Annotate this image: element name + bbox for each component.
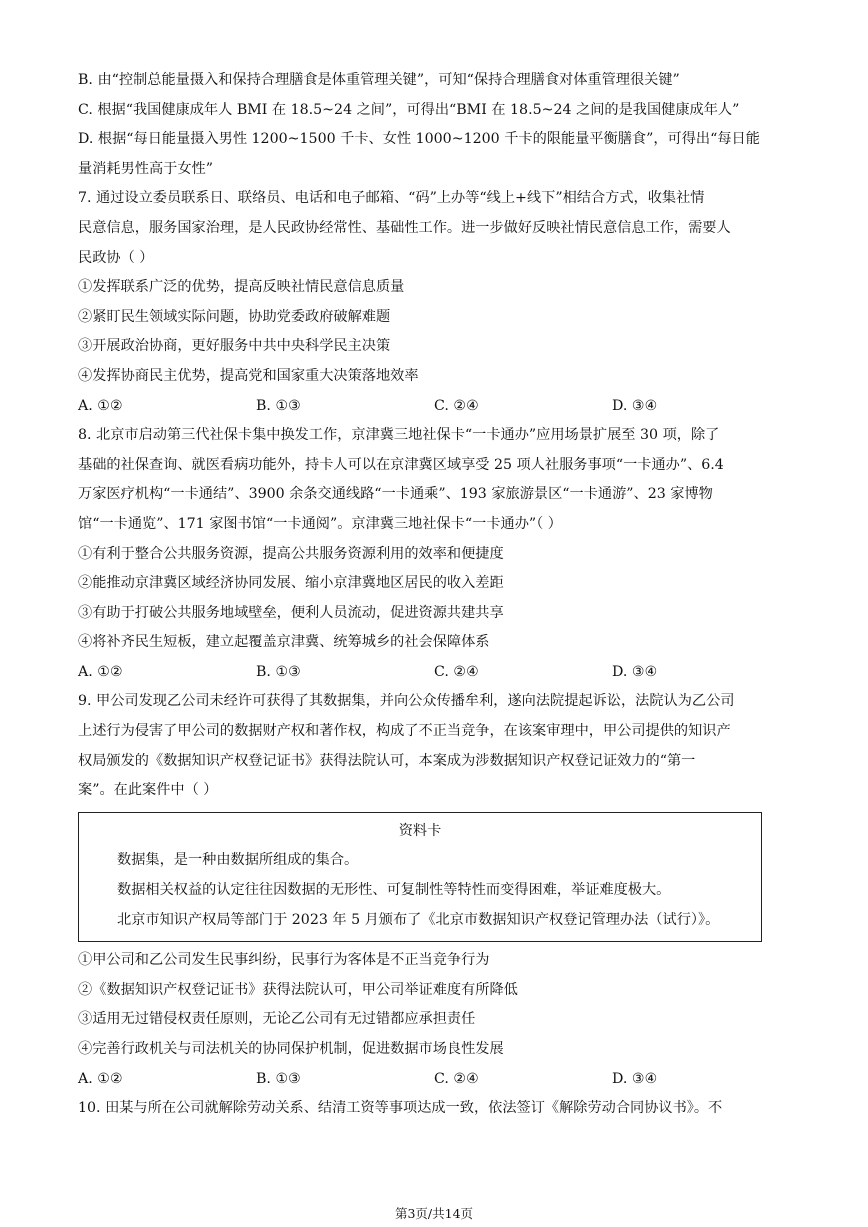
q7-stem-line: 7. 通过设立委员联系日、联络员、电话和电子邮箱、“码”上办等“线上+线下”相结合方式，收集社情 — [78, 190, 705, 207]
q7-options — [78, 392, 790, 422]
q7-item-2: ②紧盯民生领域实际问题，协助党委政府破解难题 — [78, 308, 391, 325]
q8-item-1: ①有利于整合公共服务资源，提高公共服务资源利用的效率和便捷度 — [78, 545, 504, 562]
q7-option-c[interactable]: C. ②④ — [434, 397, 479, 414]
q9-stem-line: 案”。在此案件中（ ） — [78, 782, 218, 799]
q9-stem-line: 9. 甲公司发现乙公司未经许可获得了其数据集，并向公众传播牟利，遂向法院提起诉讼，法院认为乙公司 — [78, 693, 735, 710]
question-7 — [78, 184, 790, 421]
q7-item-3: ③开展政治协商，更好服务中共中央科学民主决策 — [78, 338, 391, 355]
q8-option-d[interactable]: D. ③④ — [612, 663, 658, 680]
q8-item-2: ②能推动京津冀区域经济协同发展、缩小京津冀地区居民的收入差距 — [78, 575, 504, 592]
q6-option-c: C. 根据“我国健康成年人 BMI 在 18.5~24 之间”，可得出“BMI 在 18.5~24 之间的是我国健康成年人” — [78, 101, 740, 118]
page-number: 第3页/共14页 — [394, 1206, 474, 1221]
q8-option-b[interactable]: B. ①③ — [256, 663, 301, 680]
q9-options — [78, 1065, 790, 1095]
question-8 — [78, 421, 790, 687]
info-card-title: 资料卡 — [398, 822, 442, 839]
q8-options — [78, 658, 790, 688]
info-card-line: 数据相关权益的认定往往因数据的无形性、可复制性等特性而变得困难，举证难度极大。 — [117, 882, 671, 899]
q9-item-4: ④完善行政机关与司法机关的协同保护机制，促进数据市场良性发展 — [78, 1041, 504, 1057]
q9-option-a[interactable]: A. ①② — [78, 1070, 123, 1087]
q8-option-c[interactable]: C. ②④ — [434, 663, 479, 680]
q9-option-d[interactable]: D. ③④ — [612, 1070, 658, 1087]
q9-option-c[interactable]: C. ②④ — [434, 1070, 479, 1087]
q10-stem-line: 10. 田某与所在公司就解除劳动关系、结清工资等事项达成一致，依法签订《解除劳动合同协议书》。不 — [78, 1100, 723, 1117]
q9-stem-line: 权局颁发的《数据知识产权登记证书》获得法院认可，本案成为涉数据知识产权登记证效力的“第一 — [78, 752, 696, 769]
page-content — [78, 66, 790, 1124]
q9-option-b[interactable]: B. ①③ — [256, 1070, 301, 1087]
info-card-line: 数据集，是一种由数据所组成的集合。 — [117, 852, 359, 869]
q9-stem-line: 上述行为侵害了甲公司的数据财产权和著作权，构成了不正当竞争，在该案审理中，甲公司提供的知识产 — [78, 723, 731, 740]
q6-remaining-options — [78, 66, 790, 184]
q7-stem-line: 民意信息，服务国家治理，是人民政协经常性、基础性工作。进一步做好反映社情民意信息工作，需要人 — [78, 219, 731, 236]
q8-item-3: ③有助于打破公共服务地域壁垒，便利人员流动，促进资源共建共享 — [78, 604, 504, 621]
q8-stem-line: 基础的社保查询、就医看病功能外，持卡人可以在京津冀区域享受 25 项人社服务事项“一卡通办”、6.4 — [78, 456, 724, 473]
q6-option-b: B. 由“控制总能量摄入和保持合理膳食是体重管理关键”，可知“保持合理膳食对体重管理很关键” — [78, 72, 680, 88]
question-10 — [78, 1094, 790, 1124]
q8-stem-line: 馆“一卡通览”、171 家图书馆“一卡通阅”。京津冀三地社保卡“一卡通办”（ ） — [78, 515, 562, 532]
q8-item-4: ④将补齐民生短板，建立起覆盖京津冀、统筹城乡的社会保障体系 — [78, 634, 490, 651]
q9-item-1: ①甲公司和乙公司发生民事纠纷，民事行为客体是不正当竞争行为 — [78, 952, 490, 969]
q7-option-a[interactable]: A. ①② — [78, 397, 123, 414]
q9-item-3: ③适用无过错侵权责任原则，无论乙公司有无过错都应承担责任 — [78, 1011, 476, 1028]
q7-option-d[interactable]: D. ③④ — [612, 397, 658, 414]
question-9 — [78, 687, 790, 1094]
q8-option-a[interactable]: A. ①② — [78, 663, 123, 680]
info-card-line: 北京市知识产权局等部门于 2023 年 5 月颁布了《北京市数据知识产权登记管理办法（试行）》。 — [117, 911, 720, 928]
q7-option-b[interactable]: B. ①③ — [256, 397, 301, 414]
q8-stem-line: 万家医疗机构“一卡通结”、3900 余条交通线路“一卡通乘”、193 家旅游景区“一卡通游”、23 家博物 — [78, 486, 713, 503]
q6-option-d: D. 根据“每日能量摄入男性 1200~1500 千卡、女性 1000~1200 千卡的限能量平衡膳食”，可得出“每日能 — [78, 131, 760, 148]
q9-item-2: ②《数据知识产权登记证书》获得法院认可，甲公司举证难度有所降低 — [78, 981, 518, 998]
q8-stem-line: 8. 北京市启动第三代社保卡集中换发工作，京津冀三地社保卡“一卡通办”应用场景扩展至 30 项，除了 — [78, 427, 720, 444]
q7-stem-line: 民政协（ ） — [78, 249, 154, 266]
info-card — [78, 812, 762, 942]
q7-item-4: ④发挥协商民主优势，提高党和国家重大决策落地效率 — [78, 367, 419, 384]
q6-option-d-continued: 量消耗男性高于女性” — [78, 160, 213, 177]
q7-item-1: ①发挥联系广泛的优势，提高反映社情民意信息质量 — [78, 279, 405, 296]
